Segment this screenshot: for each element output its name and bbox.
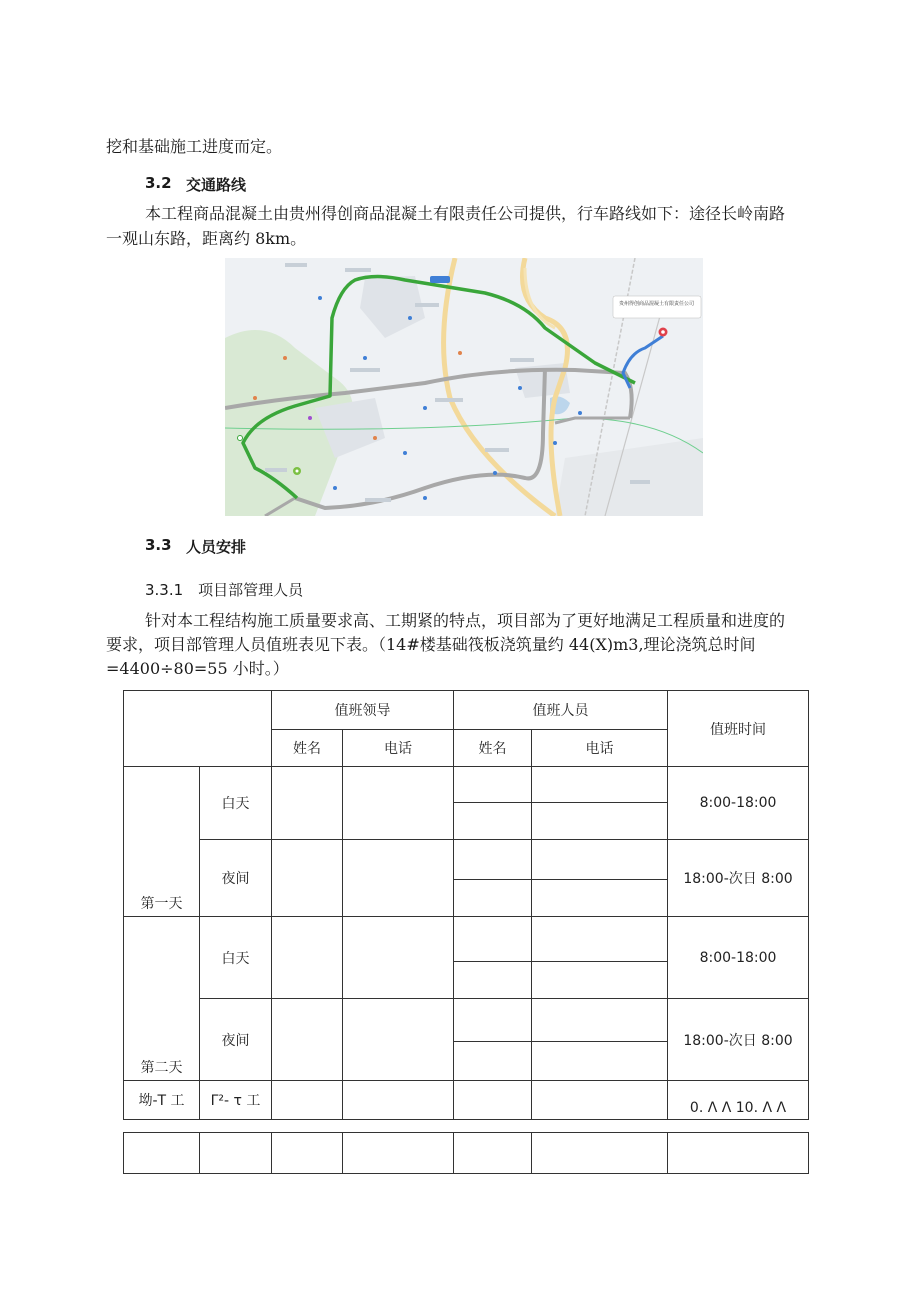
cell	[454, 840, 532, 880]
shift-hours: 18:00-次日 8:00	[668, 840, 809, 917]
duty-table	[123, 690, 809, 1120]
header-staff-name: 姓名	[454, 730, 532, 767]
shift-label: 夜间	[200, 840, 272, 917]
garbled-cell: Γ²- τ 工	[200, 1081, 272, 1120]
header-time: 值班时间	[668, 691, 809, 767]
shift-hours: 8:00-18:00	[668, 917, 809, 999]
shift-hours: 8:00-18:00	[668, 767, 809, 840]
cell	[454, 999, 532, 1042]
paragraph-line: 针对本工程结构施工质量要求高、工期紧的特点，项目部为了更好地满足工程质量和进度的	[145, 611, 786, 630]
cell	[532, 880, 668, 917]
section-number: 3.3	[145, 536, 172, 554]
cell	[454, 803, 532, 840]
cell	[532, 1133, 668, 1174]
cell	[454, 880, 532, 917]
cell	[668, 1133, 809, 1174]
cell	[532, 840, 668, 880]
paragraph-line: =4400÷80=55 小时。）	[106, 659, 289, 678]
section-title: 交通路线	[186, 176, 247, 194]
shift-label: 夜间	[200, 999, 272, 1081]
cell	[272, 840, 343, 917]
cell	[272, 767, 343, 840]
shift-label: 白天	[200, 917, 272, 999]
cell	[272, 917, 343, 999]
cell	[532, 767, 668, 803]
garbled-time: 0. Λ Λ 10. Λ Λ	[668, 1081, 809, 1120]
cell	[532, 803, 668, 840]
shift-label: 白天	[200, 767, 272, 840]
paragraph-line: 一观山东路，距离约 8km。	[106, 229, 307, 248]
cell	[532, 1081, 668, 1120]
text-line: 挖和基础施工进度而定。	[106, 137, 283, 156]
paragraph-line: 本工程商品混凝土由贵州得创商品混凝土有限责任公司提供，行车路线如下：途径长岭南路	[145, 204, 786, 223]
section-number: 3.2	[145, 174, 172, 192]
header-staff-phone: 电话	[532, 730, 668, 767]
cell	[343, 1133, 454, 1174]
cell	[343, 767, 454, 840]
subsection-title: 3.3.1 项目部管理人员	[145, 581, 304, 599]
route-map	[225, 258, 703, 516]
header-leader: 值班领导	[272, 691, 454, 730]
cell	[454, 1042, 532, 1081]
header-empty-cell	[124, 691, 272, 767]
shift-hours: 18:00-次日 8:00	[668, 999, 809, 1081]
destination-label: 贵州得创商品混凝土有限责任公司	[619, 301, 695, 307]
section-title: 人员安排	[186, 538, 247, 556]
cell	[532, 1042, 668, 1081]
paragraph-line: 要求，项目部管理人员值班表见下表。（14#楼基础筏板浇筑量约 44(X)m3,理论浇筑总时间	[106, 635, 756, 654]
cell	[532, 999, 668, 1042]
cell	[454, 767, 532, 803]
header-leader-phone: 电话	[343, 730, 454, 767]
cell	[532, 962, 668, 999]
cell	[343, 1081, 454, 1120]
cell	[343, 840, 454, 917]
cell	[454, 1133, 532, 1174]
cell	[454, 962, 532, 999]
cell	[272, 1081, 343, 1120]
cell	[454, 1081, 532, 1120]
header-leader-name: 姓名	[272, 730, 343, 767]
cell	[343, 917, 454, 999]
cell	[124, 1133, 200, 1174]
cell	[454, 917, 532, 962]
day-label: 第一天	[124, 767, 200, 917]
cell	[532, 917, 668, 962]
continuation-table	[123, 1132, 809, 1174]
garbled-cell: 坳-T 工	[124, 1081, 200, 1120]
cell	[200, 1133, 272, 1174]
cell	[272, 999, 343, 1081]
header-staff: 值班人员	[454, 691, 668, 730]
cell	[343, 999, 454, 1081]
cell	[272, 1133, 343, 1174]
day-label: 第二天	[124, 917, 200, 1081]
